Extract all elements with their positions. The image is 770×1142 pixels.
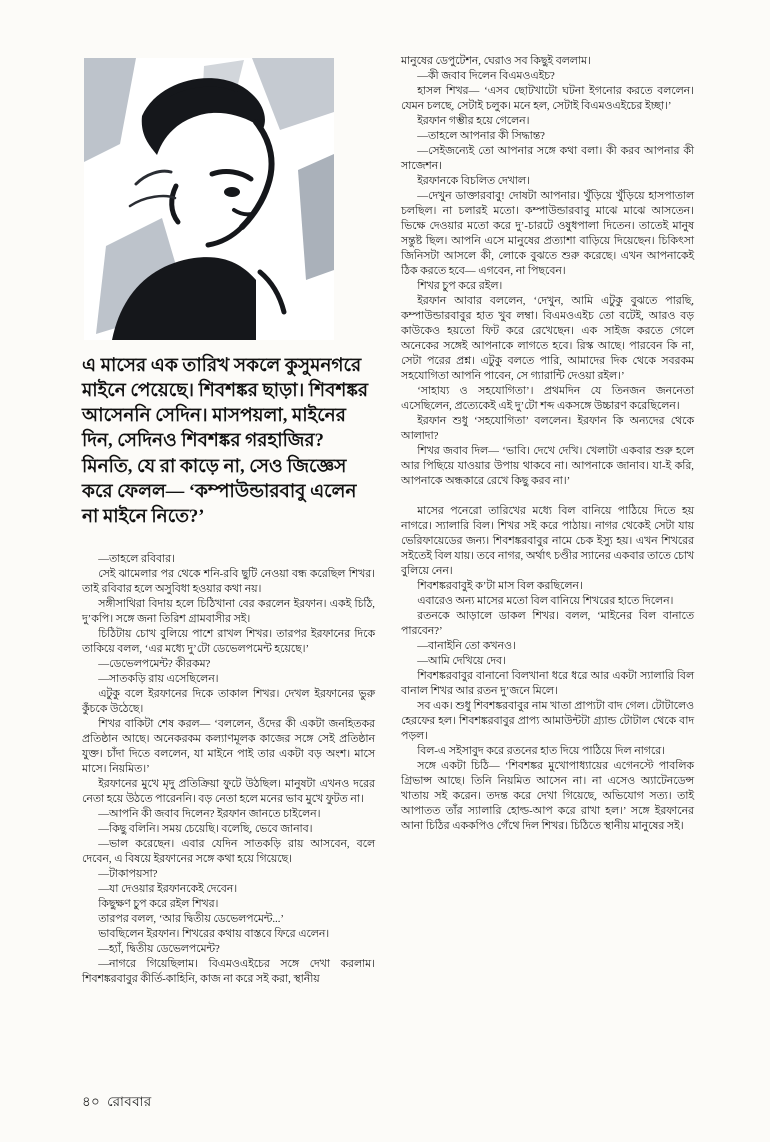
paragraph: —সাতকড়ি রায় এসেছিলেন। (98, 673, 219, 686)
paragraph: এটুকু বলে ইরফানের দিকে তাকাল শিখর। দেখল ইরফানের ভুরু কুঁচকে উঠেছে। (82, 688, 375, 716)
paragraph: সেই ঝামেলার পর থেকে শনি-রবি ছুটি নেওয়া বন্ধ করেছিল শিখর। তাই রবিবার হলে অসুবিধা হওয়ার কথা নয়। (82, 568, 375, 596)
paragraph: চিঠিটায় চোখ বুলিয়ে পাশে রাখল শিখর। তারপর ইরফানের দিকে তাকিয়ে বলল, ‘এর মধ্যে দু’টো ডেভেলপমেন্ট হয়েছে।’ (82, 628, 375, 656)
paragraph: শিবশঙ্করবাবুর বানানো বিলখানা ধরে ধরে আর একটা স্যালারি বিল বানাল শিখর আর রতন দু’জনে মিলে। (401, 670, 694, 697)
paragraph: —ভাল করেছেন। এবার যেদিন সাতকড়ি রায় আসবেন, বলে দেবেন, এ বিষয়ে ইরফানের সঙ্গে কথা হয়ে গিয়েছে। (82, 838, 375, 866)
paragraph: শিবশঙ্করবাবুই ক’টা মাস বিল করছিলেন। (417, 580, 583, 592)
lede-paragraph: এ মাসের এক তারিখ সকলে কুসুমনগরে মাইনে পেয়েছে। শিবশঙ্কর ছাড়া। শিবশঙ্কর আসেননি সেদিন। মাসপয়লা, মাইনের দিন, সেদিনও শিবশঙ্কর গরহাজির? মিনতি, যে রা কাড়ে না, সেও জিজ্ঞেস করে ফেলল— ‘কম্পাউন্ডারবাবু এলেন না মাইনে নিতে?’ (82, 356, 369, 527)
paragraph: —আপনি কী জবাব দিলেন? ইরফান জানতে চাইলেন। (98, 808, 321, 821)
paragraph: ইরফান আবার বললেন, ‘দেখুন, আমি এটুকু বুঝতে পারছি, কম্পাউন্ডারবাবুর হাত খুব লম্বা। বিএমওএইচ তো বটেই, আরও বড় কাউকেও হয়তো ফিট করে রেখেছেন। এক সাইজ করতে গেলে অনেকের সঙ্গেই আপনাকে লাগতে হবে। রিস্ক আছে। পারবেন কি না, সেটা পরের প্রশ্ন। এটুকু বলতে পারি, আমাদের দিক থেকে সবরকম সহযোগিতা আপনি পাবেন, সে গ্যারান্টি দেওয়া রইল।’ (401, 295, 694, 382)
paragraph: শিখর বাকিটা শেষ করল— ‘বললেন, ওঁদের কী একটা জনহিতকর প্রতিষ্ঠান আছে। অনেকরকম কল্যাণমূলক কাজের সঙ্গে সেই প্রতিষ্ঠান যুক্ত। চাঁদা দিতে বললেন, যা মাইনে পাই তার একটা বড় অংশ। মাসে মাসে। নিয়মিত।’ (82, 718, 375, 776)
paragraph: —আমি দেখিয়ে দেব। (417, 655, 506, 667)
paragraph: —তাহলে রবিবার। (98, 553, 175, 566)
paragraph: কিছুক্ষণ চুপ করে রইল শিখর। (98, 898, 219, 911)
paragraph: ‘সাহায্য ও সহযোগিতা’। প্রথমদিন যে তিনজন জননেতা এসেছিলেন, প্রত্যেকেই এই দু’টো শব্দ একসঙ্গে উচ্চারণ করেছিলেন। (401, 385, 694, 412)
paragraph: বিল-এ সইসাবুদ করে রতনের হাত দিয়ে পাঠিয়ে দিল নাগরে। (417, 745, 665, 757)
page-footer (82, 1091, 152, 1114)
ink-sketch-portrait-icon (84, 58, 334, 340)
paragraph: রতনকে আড়ালে ডাকল শিখর। বলল, ‘মাইনের বিল বানাতে পারবেন?’ (401, 610, 694, 637)
paragraph: —ডেভেলপমেন্ট? কীরকম? (98, 658, 211, 671)
paragraph: —নাগরে গিয়েছিলাম। বিএমওএইচের সঙ্গে দেখা করলাম। শিবশঙ্করবাবুর কীর্তি-কাহিনি, কাজ না করে সই করা, স্থানীয় (82, 958, 375, 986)
paragraph: —টাকাপয়সা? (98, 868, 158, 881)
magazine-name: রোববার (107, 1094, 152, 1109)
paragraph: ইরফানকে বিচলিত দেখাল। (417, 175, 530, 187)
paragraph: শিখর জবাব দিল— ‘ভাবি। দেখে দেখি। খেলাটা একবার শুরু হলে আর পিছিয়ে যাওয়ার উপায় থাকবে না। আপনাকে জানাব। যা-ই করি, আপনাকে অন্ধকারে রেখে কিছু করব না।’ (401, 445, 694, 487)
paragraph: —যা দেওয়ার ইরফানকেই দেবেন। (98, 883, 238, 896)
paragraph: সঙ্গে একটা চিঠি— ‘শিবশঙ্কর মুখোপাধ্যায়ের এগেনস্টে পাবলিক গ্রিভান্স আছে। তিনি নিয়মিত আসেন না। না এসেও অ্যাটেনডেন্স খাতায় সই করেন। তদন্ত করে দেখা গিয়েছে, অভিযোগ সত্য। তাই আপাতত তাঁর স্যালারি হোল্ড-আপ করে রাখা হল।’ সঙ্গে ইরফানের আনা চিঠির এককপিও গেঁথে দিল শিখর। চিঠিতে স্থানীয় মানুষের সই। (401, 760, 694, 832)
paragraph: —সেইজন্যেই তো আপনার সঙ্গে কথা বলা। কী করব আপনার কী সাজেশন। (401, 145, 694, 172)
paragraph: তারপর বলল, ‘আর দ্বিতীয় ডেভেলপমেন্ট...’ (98, 913, 285, 926)
paragraph: এবারেও অন্য মাসের মতো বিল বানিয়ে শিখরের হাতে দিলেন। (417, 595, 674, 607)
page-number: ৪০ (82, 1094, 101, 1109)
paragraph: শিখর চুপ করে রইল। (417, 280, 503, 292)
paragraph: —হ্যাঁ, দ্বিতীয় ডেভেলপমেন্ট? (98, 943, 220, 956)
paragraph: ইরফান শুধু ‘সহযোগিতা’ বললেন। ইরফান কি অন্যদের থেকে আলাদা? (401, 415, 694, 442)
paragraph: মাসের পনেরো তারিখের মধ্যে বিল বানিয়ে পাঠিয়ে দিতে হয় নাগরে। স্যালারি বিল। শিখর সই করে পাঠায়। নাগর থেকেই সেটা যায় ভেরিফায়েডের জন্য। শিবশঙ্করবাবুর নামে চেক ইস্যু হয়। এখন শিখরের সইতেই বিল যায়। তবে নাগর, অর্থাৎ চণ্ডীর স্যানের একবার তাতে চোখ বুলিয়ে নেন। (401, 505, 694, 577)
portrait-illustration (84, 58, 334, 340)
paragraph: —দেখুন ডাক্তারবাবু! দোষটা আপনার। খুঁড়িয়ে খুঁড়িয়ে হাসপাতাল চলছিল। না চলারই মতো। কম্পাউন্ডারবাবু মাঝে মাঝে আসতেন। ভিক্ষে দেওয়ার মতো করে দু’-চারটে ওষুধপালা দিতেন। তাতেই মানুষ সন্তুষ্ট ছিল। আপনি এসে মানুষের প্রত্যাশা বাড়িয়ে দিয়েছেন। চিকিৎসা জিনিসটা আসলে কী, লোকে বুঝতে শুরু করেছে। এখন আপনাকেই ঠিক করতে হবে— এগবেন, না পিছবেন। (401, 190, 694, 277)
paragraph: ইরফানের মুখে মৃদু প্রতিক্রিয়া ফুটে উঠছিল। মানুষটা এখনও দরের নেতা হয়ে উঠতে পারেননি। বড় নেতা হলে মনের ভাব মুখে ফুটত না। (82, 778, 375, 806)
paragraph: সব এক। শুধু শিবশঙ্করবাবুর নাম খাতা প্রাপ্যটা বাদ গেল। টোটালেও হেরফের হল। শিবশঙ্করবাবুর প্রাপ্য আমাউন্টটা গ্র্যান্ড টোটাল থেকে বাদ পড়ল। (401, 700, 694, 742)
paragraph: —কী জবাব দিলেন বিএমওএইচ? (417, 70, 555, 82)
right-column (401, 54, 694, 1062)
paragraph: ইরফান গম্ভীর হয়ে গেলেন। (417, 115, 530, 127)
paragraph: হাসল শিখর— ‘এসব ছোটখাটো ঘটনা ইগনোর করতে বললেন। যেমন চলছে, সেটাই চলুক। মনে হল, সেটাই বিএমওএইচের ইচ্ছা।’ (401, 85, 694, 112)
paragraph: —কিছু বলিনি। সময় চেয়েছি। বলেছি, ভেবে জানাব। (98, 823, 313, 836)
paragraph: মানুষের ডেপুটেশন, ঘেরাও সব কিছুই বললাম। (401, 55, 591, 67)
paragraph: —তাহলে আপনার কী সিদ্ধান্ত? (417, 130, 545, 142)
paragraph: ভাবছিলেন ইরফান। শিখরের কথায় বাস্তবে ফিরে এলেন। (98, 928, 330, 941)
left-column (82, 54, 375, 1062)
paragraph: সঙ্গীসাথিরা বিদায় হলে চিঠিখানা বের করলেন ইরফান। একই চিঠি, দু’কপি। সঙ্গে জনা তিরিশ গ্রামবাসীর সই। (82, 598, 375, 626)
paragraph: —বানাইনি তো কখনও। (417, 640, 516, 652)
